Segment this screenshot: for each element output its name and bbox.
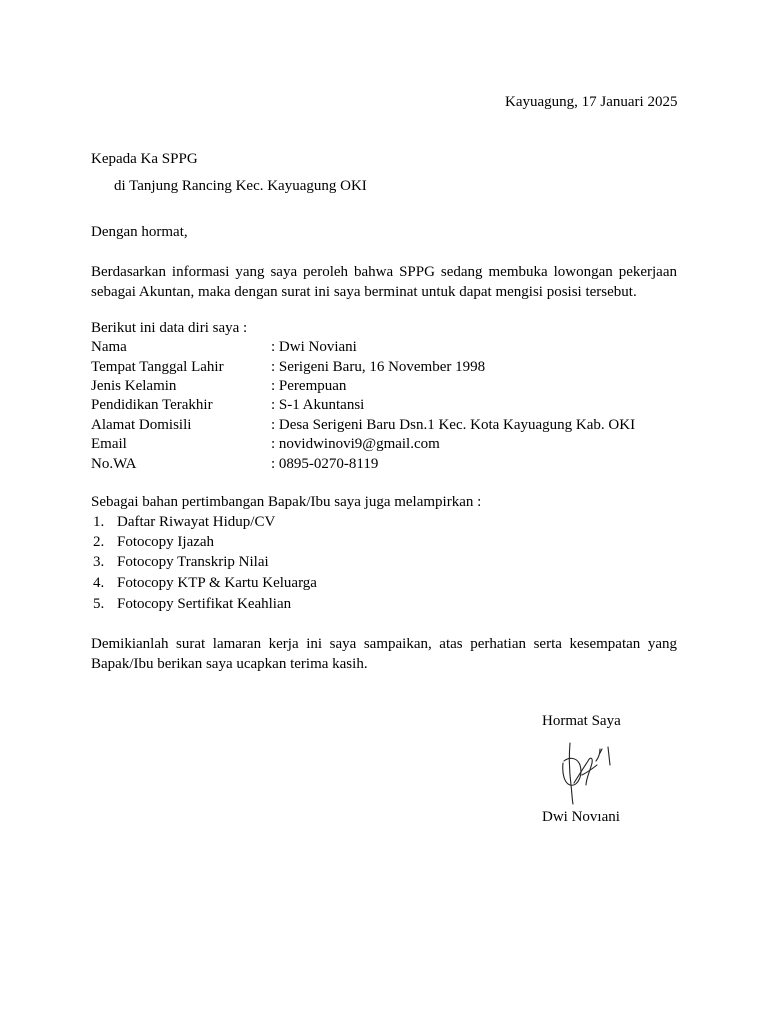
- list-item-number: 5.: [93, 596, 105, 612]
- list-item-number: 1.: [93, 514, 105, 530]
- personal-data-label: No.WA: [91, 456, 137, 472]
- personal-data-value: : Serigeni Baru, 16 November 1998: [271, 359, 486, 375]
- personal-data-value: : 0895-0270-8119: [271, 456, 379, 472]
- list-item-text: Daftar Riwayat Hidup/CV: [117, 514, 276, 530]
- personal-data-label: Jenis Kelamin: [91, 378, 177, 394]
- recipient: Kepada Ka SPPG: [91, 151, 198, 167]
- date-line: Kayuagung, 17 Januari 2025: [505, 94, 678, 110]
- personal-data-label: Tempat Tanggal Lahir: [91, 359, 224, 375]
- sign-off: Hormat Saya: [542, 713, 621, 729]
- personal-data-label: Nama: [91, 339, 127, 355]
- greeting: Dengan hormat,: [91, 224, 188, 240]
- intro-paragraph: Berdasarkan informasi yang saya peroleh bahwa SPPG sedang membuka lowongan pekerjaan sebagai Akuntan, maka dengan surat ini saya berminat untuk dapat mengisi posisi tersebut.: [91, 264, 677, 300]
- personal-data-value: : S-1 Akuntansi: [271, 397, 365, 413]
- recipient-address: di Tanjung Rancing Kec. Kayuagung OKI: [114, 178, 367, 194]
- closing-paragraph: Demikianlah surat lamaran kerja ini saya sampaikan, atas perhatian serta kesempatan yang Bapak/Ibu berikan saya ucapkan terima kasih.: [91, 636, 677, 672]
- personal-data-value: : Dwi Noviani: [271, 339, 357, 355]
- list-item-number: 2.: [93, 534, 105, 550]
- personal-data-value: : Perempuan: [271, 378, 347, 394]
- handwritten-signature: [550, 735, 620, 805]
- list-item-number: 4.: [93, 575, 105, 591]
- personal-data-value: : novidwinovi9@gmail.com: [271, 436, 440, 452]
- personal-data-label: Email: [91, 436, 127, 452]
- list-item-text: Fotocopy Transkrip Nilai: [117, 554, 269, 570]
- personal-data-value: : Desa Serigeni Baru Dsn.1 Kec. Kota Kayuagung Kab. OKI: [271, 417, 636, 433]
- list-item-text: Fotocopy Sertifikat Keahlian: [117, 596, 292, 612]
- signer-name: Dwi Novıani: [542, 809, 620, 825]
- attachments-intro: Sebagai bahan pertimbangan Bapak/Ibu saya juga melampirkan :: [91, 494, 482, 510]
- personal-data-label: Pendidikan Terakhir: [91, 397, 213, 413]
- list-item-number: 3.: [93, 554, 105, 570]
- personal-data-label: Alamat Domisili: [91, 417, 192, 433]
- personal-data-intro: Berikut ini data diri saya :: [91, 320, 248, 336]
- list-item-text: Fotocopy Ijazah: [117, 534, 215, 550]
- list-item-text: Fotocopy KTP & Kartu Keluarga: [117, 575, 317, 591]
